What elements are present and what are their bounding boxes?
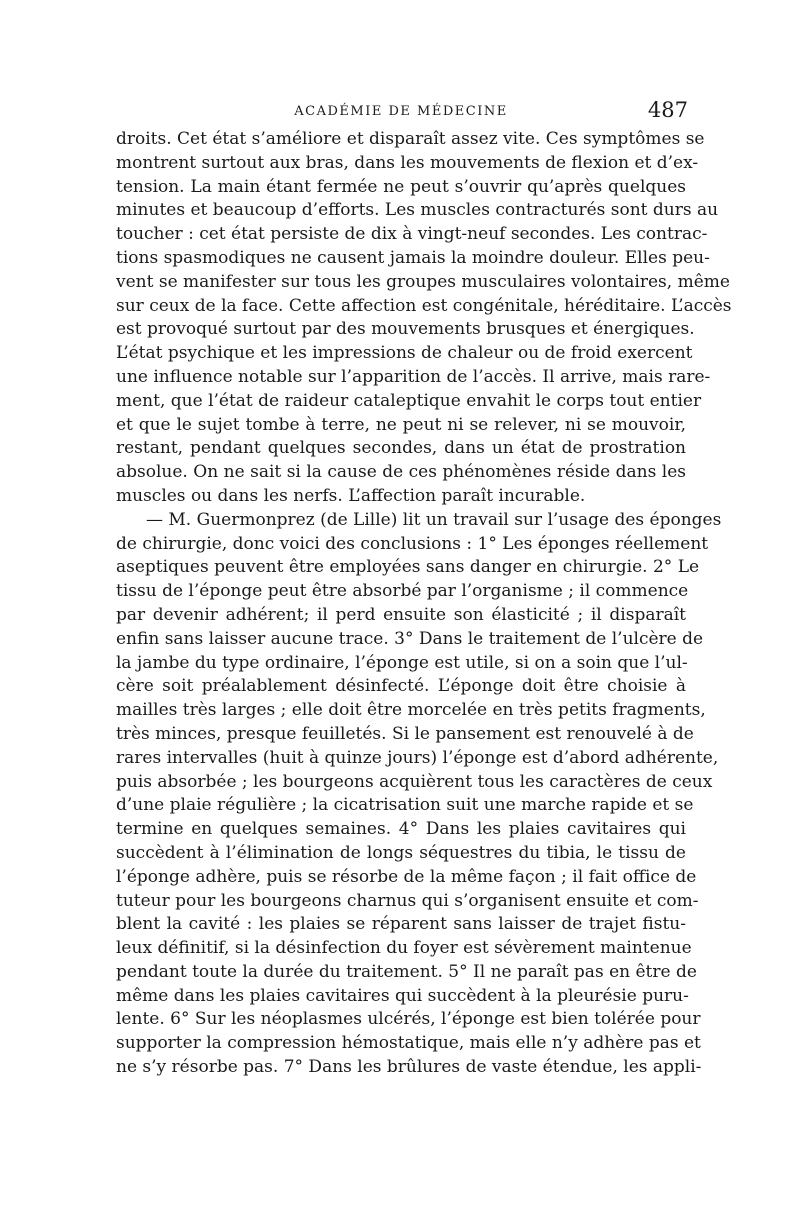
text-line: toucher : cet état persiste de dix à vingt-neuf secondes. Les contrac- — [116, 224, 708, 245]
text-line: termine en quelques semaines. 4° Dans les plaies cavitaires qui — [116, 819, 686, 840]
paragraph-start-line: — M. Guermonprez (de Lille) lit un travail sur l’usage des éponges — [146, 509, 722, 530]
text-line: cère soit préalablement désinfecté. L’éponge doit être choisie à — [116, 676, 686, 697]
text-line: pendant toute la durée du traitement. 5° Il ne paraît pas en être de — [116, 961, 697, 982]
text-line: tissu de l’éponge peut être absorbé par l’organisme ; il commence — [116, 581, 689, 602]
text-line: absolue. On ne sait si la cause de ces phénomènes réside dans les — [116, 462, 686, 483]
text-line: d’une plaie régulière ; la cicatrisation suit une marche rapide et se — [116, 795, 694, 816]
text-line: L’état psychique et les impressions de chaleur ou de froid exercent — [116, 343, 693, 364]
running-head: ACADÉMIE DE MÉDECINE — [294, 104, 508, 119]
text-line: rares intervalles (huit à quinze jours) l’éponge est d’abord adhérente, — [116, 747, 719, 768]
text-line: ne s’y résorbe pas. 7° Dans les brûlures de vaste étendue, les appli- — [116, 1057, 702, 1078]
text-line: blent la cavité : les plaies se réparent sans laisser de trajet fistu- — [116, 914, 686, 935]
text-line: tension. La main étant fermée ne peut s’ouvrir qu’après quelques — [116, 176, 686, 197]
text-line: par devenir adhérent; il perd ensuite son élasticité ; il disparaît — [116, 604, 686, 625]
text-line: succèdent à l’élimination de longs séquestres du tibia, le tissu de — [116, 842, 686, 863]
body-text — [116, 128, 732, 1080]
text-line: de chirurgie, donc voici des conclusions : 1° Les éponges réellement — [116, 533, 709, 554]
text-line: tions spasmodiques ne causent jamais la moindre douleur. Elles peu- — [116, 247, 710, 268]
text-line: puis absorbée ; les bourgeons acquièrent tous les caractères de ceux — [116, 771, 713, 792]
text-line: enfin sans laisser aucune trace. 3° Dans le traitement de l’ulcère de — [116, 628, 704, 649]
text-line: très minces, presque feuilletés. Si le pansement est renouvelé à de — [116, 723, 694, 744]
text-line: ment, que l’état de raideur cataleptique envahit le corps tout entier — [116, 390, 702, 411]
text-line: tuteur pour les bourgeons charnus qui s’organisent ensuite et com- — [116, 890, 699, 911]
text-line: l’éponge adhère, puis se résorbe de la même façon ; il fait office de — [116, 866, 697, 887]
text-line: est provoqué surtout par des mouvements brusques et énergiques. — [116, 319, 695, 340]
text-line: une influence notable sur l’apparition de l’accès. Il arrive, mais rare- — [116, 366, 711, 387]
text-line: restant, pendant quelques secondes, dans un état de prostration — [116, 438, 686, 459]
text-line: leux définitif, si la désinfection du foyer est sévèrement maintenue — [116, 938, 692, 959]
text-line: et que le sujet tombe à terre, ne peut ni se relever, ni se mouvoir, — [116, 414, 686, 435]
paragraph-end-line: muscles ou dans les nerfs. L’affection paraît incurable. — [116, 485, 586, 506]
page-number: 487 — [647, 98, 688, 122]
text-line: sur ceux de la face. Cette affection est congénitale, héréditaire. L’accès — [116, 295, 732, 316]
text-line: la jambe du type ordinaire, l’éponge est utile, si on a soin que l’ul- — [116, 652, 688, 673]
page-header — [116, 100, 686, 128]
text-line: minutes et beaucoup d’efforts. Les muscles contracturés sont durs au — [116, 200, 719, 221]
text-line: aseptiques peuvent être employées sans danger en chirurgie. 2° Le — [116, 557, 700, 578]
text-line: montrent surtout aux bras, dans les mouvements de flexion et d’ex- — [116, 152, 699, 173]
text-line: mailles très larges ; elle doit être morcelée en très petits fragments, — [116, 700, 706, 721]
text-line: même dans les plaies cavitaires qui succèdent à la pleurésie puru- — [116, 985, 689, 1006]
text-line: droits. Cet état s’améliore et disparaît assez vite. Ces symptômes se — [116, 129, 705, 149]
text-line: supporter la compression hémostatique, mais elle n’y adhère pas et — [116, 1033, 701, 1054]
text-line: vent se manifester sur tous les groupes musculaires volontaires, même — [116, 271, 730, 292]
text-line: lente. 6° Sur les néoplasmes ulcérés, l’éponge est bien tolérée pour — [116, 1009, 701, 1030]
